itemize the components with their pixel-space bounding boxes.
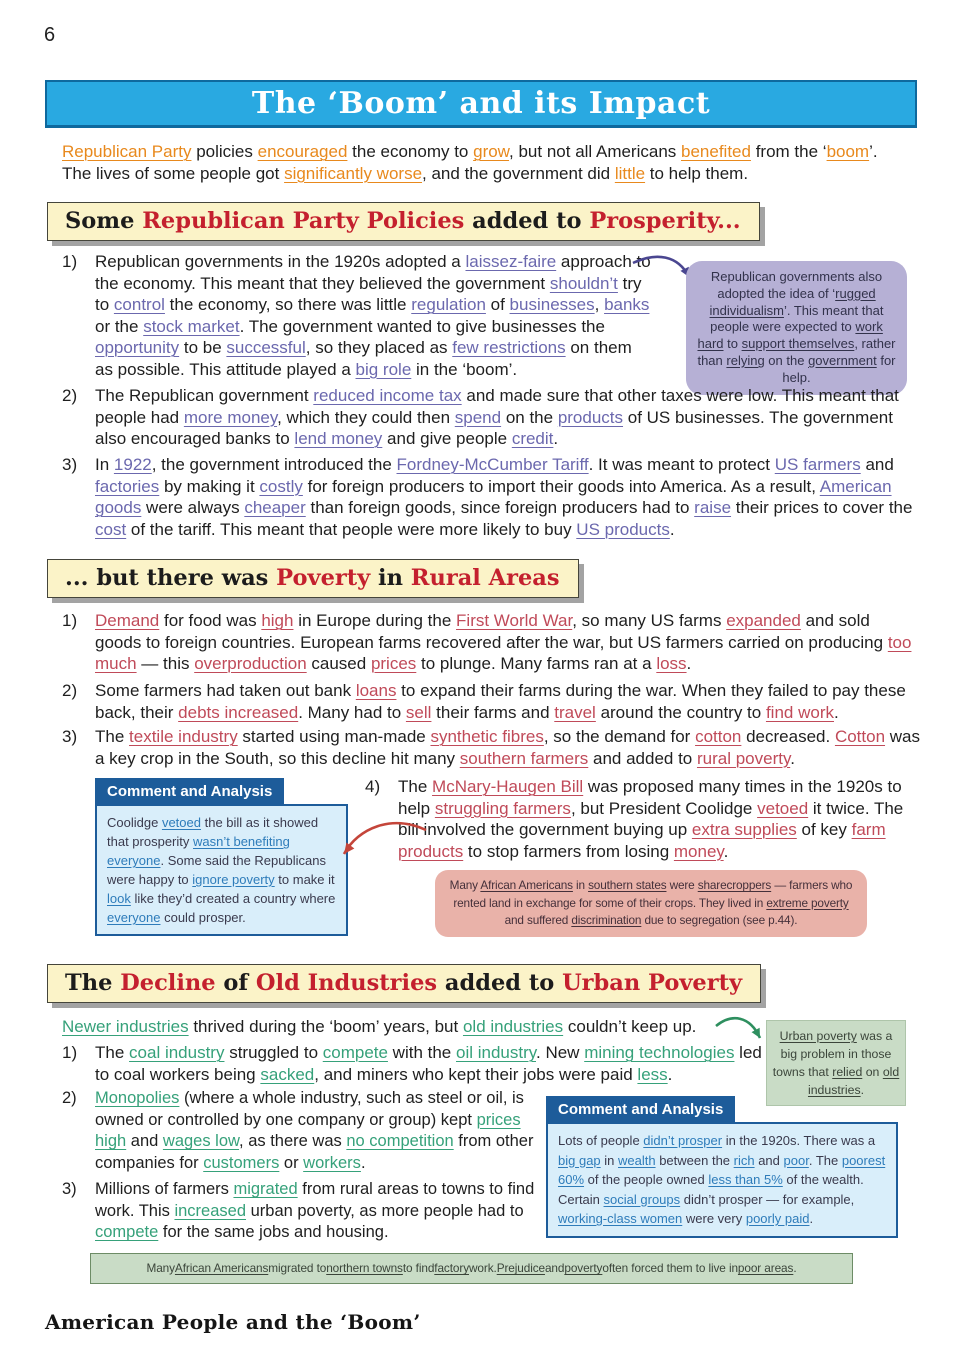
section3-item-1 (62, 1042, 762, 1085)
item-number: 3) (62, 727, 78, 746)
item-number: 4) (365, 777, 381, 796)
bottom-note-migration: Many African Americans migrated to northern towns to find factory work. Prejudice and poverty often forced them to live in poor areas . (90, 1253, 853, 1284)
item-text: Republican governments in the 1920s adopted a laissez-faire approach to the economy. This meant that they believed the government shouldn’t try to control the economy, so there was little regulation of businesses, banks or the stock market. The government wanted to give businesses the opportunity to be successful, so they placed as few restrictions on them as possible. This attitude played a big role in the ‘boom’. (95, 252, 651, 379)
item-number: 1) (62, 1043, 78, 1062)
item-number: 2) (62, 681, 78, 700)
section2-item-4 (365, 776, 917, 862)
intro-paragraph: Republican Party policies encouraged the economy to grow, but not all Americans benefited from the ‘boom’. The lives of some people got significantly worse, and the government did little to help them. (62, 142, 878, 183)
page-title: The ‘Boom’ and its Impact (251, 86, 711, 121)
item-text: In 1922, the government introduced the Fordney-McCumber Tariff. It was meant to protect US farmers and factories by making it costly for foreign producers to import their goods into America. As a result, American goods were always cheaper than foreign goods, since foreign producers had to raise their prices to cover the cost of the tariff. This meant that people were more likely to buy US products. (95, 455, 913, 539)
section1-heading: Some Republican Party Policies added to Prosperity... (47, 202, 760, 241)
item-text: Demand for food was high in Europe during the First World War, so many US farms expanded and sold goods to foreign countries. European farms recovered after the war, but US farmers carried on producing too much — this overproduction caused prices to plunge. Many farms ran at a loss. (95, 611, 912, 673)
section3-item-2 (62, 1088, 554, 1174)
comment-and-analysis-box-1 (95, 778, 348, 936)
footer-title: American People and the ‘Boom’ (45, 1310, 421, 1334)
comment-body: Lots of people didn’t prosper in the 1920s. There was a big gap in wealth between the rich and poor. The poorest 60% of the people owned less than 5% of the wealth. Certain social groups didn’t prosper — for example, working-class women were very poorly paid. (546, 1122, 898, 1238)
side-note-rugged-individualism: Republican governments also adopted the idea of ‘rugged individualism’. This meant that people were expected to work hard to support themselves, rather than relying on the government for help. (686, 261, 907, 395)
item-text: Monopolies (where a whole industry, such as steel or oil, is owned or controlled by one company or group) kept prices high and wages low, as there was no competition from other companies for customers or workers. (95, 1089, 534, 1172)
section3-heading: The Decline of Old Industries added to Urban Poverty (47, 964, 761, 1003)
item-text: Some farmers had taken out bank loans to expand their farms during the war. When they failed to pay these back, their debts increased. Many had to sell their farms and travel around the country to find work. (95, 681, 906, 722)
item-text: The coal industry struggled to compete with the oil industry. New mining technologies led to coal workers being sacked, and miners who kept their jobs were paid less. (95, 1043, 762, 1084)
green-note-urban-poverty: Urban poverty was a big problem in those towns that relied on old industries. (766, 1020, 906, 1106)
comment-body: Coolidge vetoed the bill as it showed that prosperity wasn’t benefiting everyone. Some said the Republicans were happy to ignore poverty to make it look like they’d created a country where everyone could prosper. (95, 804, 348, 936)
section3-intro-line: Newer industries thrived during the ‘boom’ years, but old industries couldn’t keep up. (62, 1017, 697, 1036)
item-number: 3) (62, 1180, 77, 1198)
item-number: 1) (62, 611, 78, 630)
item-text: The textile industry started using man-made synthetic fibres, so the demand for cotton decreased. Cotton was a key crop in the South, so this decline hit many southern farmers and added to rural poverty. (95, 727, 920, 768)
item-number: 2) (62, 1089, 77, 1107)
item-text: The McNary-Haugen Bill was proposed many times in the 1920s to help struggling farmers, but President Coolidge vetoed it twice. The bill involved the government buying up extra supplies of key farm products to stop farmers from losing money. (398, 777, 904, 861)
comment-and-analysis-box-2 (546, 1096, 898, 1238)
title-banner (45, 80, 917, 128)
comment-title: Comment and Analysis (546, 1096, 735, 1122)
comment-title: Comment and Analysis (95, 778, 284, 804)
item-text: Millions of farmers migrated from rural areas to towns to find work. This increased urban poverty, as more people had to compete for the same jobs and housing. (95, 1180, 535, 1241)
section2-heading: ... but there was Poverty in Rural Areas (47, 559, 579, 598)
item-number: 3) (62, 455, 78, 474)
section2-item-3 (62, 726, 920, 769)
section2-item-2 (62, 680, 920, 723)
section1-item-3 (62, 454, 920, 540)
section1-item-1 (62, 251, 654, 380)
page-number: 6 (44, 24, 56, 46)
section1-item-2 (62, 385, 920, 450)
pink-note-sharecroppers: Many African Americans in southern states were sharecroppers — farmers who rented land in exchange for some of their crops. They lived in extreme poverty and suffered discrimination due to segregation (see p.44). (435, 870, 867, 937)
section2-item-1 (62, 610, 920, 675)
item-number: 1) (62, 252, 78, 271)
section3-item-3 (62, 1179, 554, 1244)
item-text: The Republican government reduced income tax and made sure that other taxes were low. This meant that people had more money, which they could then spend on the products of US businesses. The government also encouraged banks to lend money and give people credit. (95, 386, 899, 448)
curved-arrow-icon (330, 812, 430, 870)
item-number: 2) (62, 386, 78, 405)
